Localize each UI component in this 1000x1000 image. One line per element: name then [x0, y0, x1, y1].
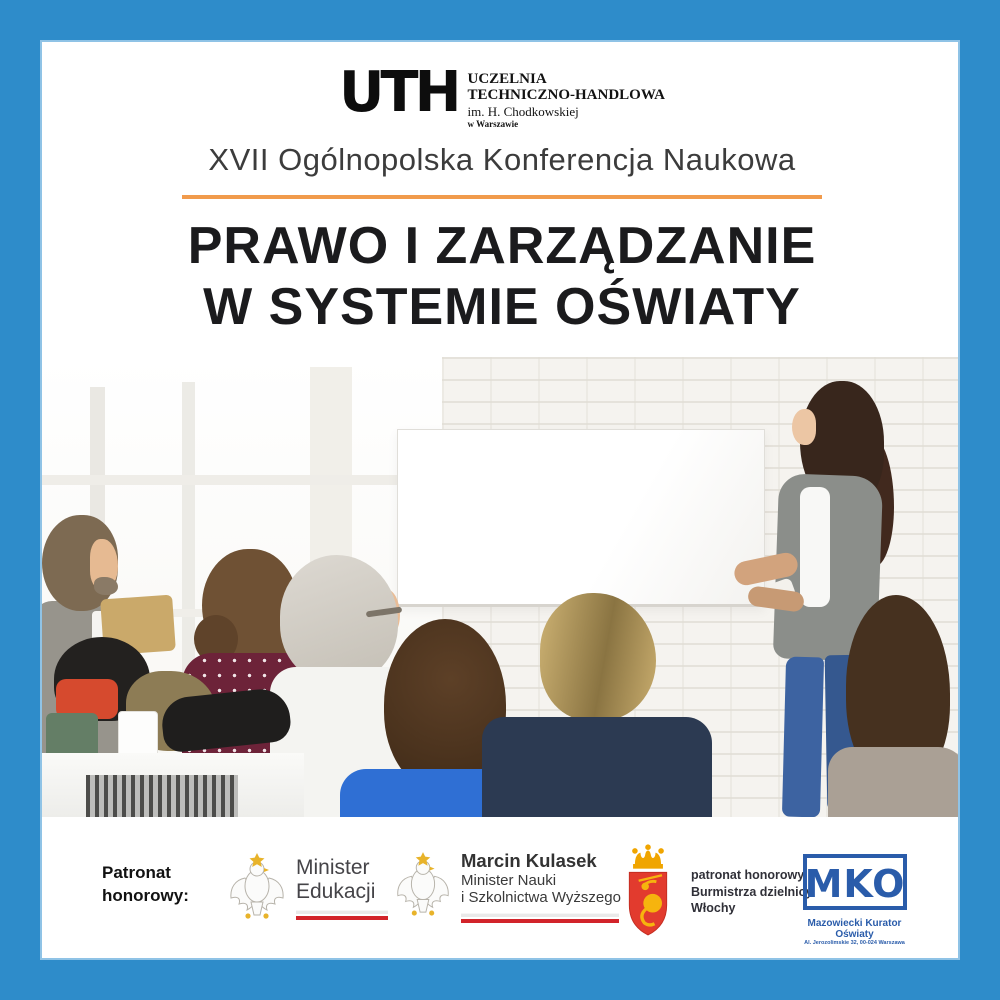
- uth-logo: [42, 60, 960, 130]
- flag-bar-red: [461, 919, 619, 923]
- patronage-label-line2: honorowy:: [102, 885, 189, 905]
- mko-address: Al. Jerozolimskie 32, 00-024 Warszawa: [804, 940, 905, 946]
- flag-bar-white: [296, 910, 388, 914]
- audience-member: [482, 593, 712, 817]
- header: [42, 42, 960, 339]
- table-props: [42, 627, 342, 817]
- presenter-shirt: [800, 487, 830, 607]
- audience-hair: [540, 593, 656, 721]
- mko-logo: [787, 854, 922, 946]
- uth-name-line1: UCZELNIA: [467, 71, 547, 87]
- flag-bars: [296, 910, 388, 920]
- minister-nauki-logo: [394, 850, 621, 923]
- title-line1: PRAWO I ZARZĄDZANIE: [187, 217, 817, 275]
- presenter-face: [792, 409, 816, 445]
- uth-logo-acronym: UTH: [338, 60, 458, 125]
- audience-member: [828, 595, 960, 817]
- wlochy-line3: Włochy: [691, 901, 736, 916]
- conference-title: [42, 216, 960, 339]
- minister-edukacji-logo: [227, 852, 388, 924]
- minister-edukacji-line1: Minister: [296, 856, 370, 880]
- flag-bars: [461, 913, 619, 923]
- orange-rule: [182, 195, 822, 199]
- wlochy-patronage-logo: [620, 842, 813, 942]
- polish-eagle-icon: [227, 852, 287, 924]
- audience-navy-suit: [482, 717, 712, 817]
- patronage-label-line1: Patronat: [102, 863, 171, 882]
- polish-eagle-icon: [394, 851, 452, 921]
- conference-subtitle: XVII Ogólnopolska Konferencja Naukowa: [208, 142, 796, 177]
- mko-acronym: MKO: [804, 862, 905, 906]
- patronage-label: [102, 862, 189, 908]
- uth-logo-text: [468, 70, 666, 131]
- flag-bar-red: [296, 916, 388, 920]
- audience-beard: [94, 577, 118, 595]
- minister-edukacji-text: [296, 856, 388, 903]
- minister-nauki-line1: Minister Nauki: [461, 872, 557, 890]
- uth-name-line2: TECHNICZNO-HANDLOWA: [467, 86, 666, 103]
- uth-name-line3: im. H. Chodkowskiej: [467, 103, 579, 119]
- presenter-jeans: [782, 657, 824, 817]
- minister-nauki-line2: i Szkolnictwa Wyższego: [461, 889, 621, 907]
- uth-name-line4: w Warszawie: [467, 119, 519, 130]
- audience-top: [828, 747, 960, 817]
- minister-edukacji-line2: Edukacji: [296, 880, 376, 903]
- projector-device: [86, 775, 238, 817]
- mko-name: Mazowiecki Kurator Oświaty: [807, 918, 902, 940]
- title-line2: W SYSTEMIE OŚWIATY: [203, 278, 801, 337]
- poster-canvas: [40, 40, 960, 960]
- wlochy-line1: patronat honorowy: [691, 867, 805, 882]
- patronage-strip: [42, 824, 960, 959]
- conference-photo: [42, 357, 960, 817]
- wlochy-line2: Burmistrza dzielnicy: [691, 884, 813, 899]
- flag-bar-white: [461, 913, 619, 917]
- mko-emblem-icon: [803, 854, 907, 910]
- warsaw-crest-icon: [620, 842, 676, 942]
- minister-nauki-name: Marcin Kulasek: [461, 850, 597, 871]
